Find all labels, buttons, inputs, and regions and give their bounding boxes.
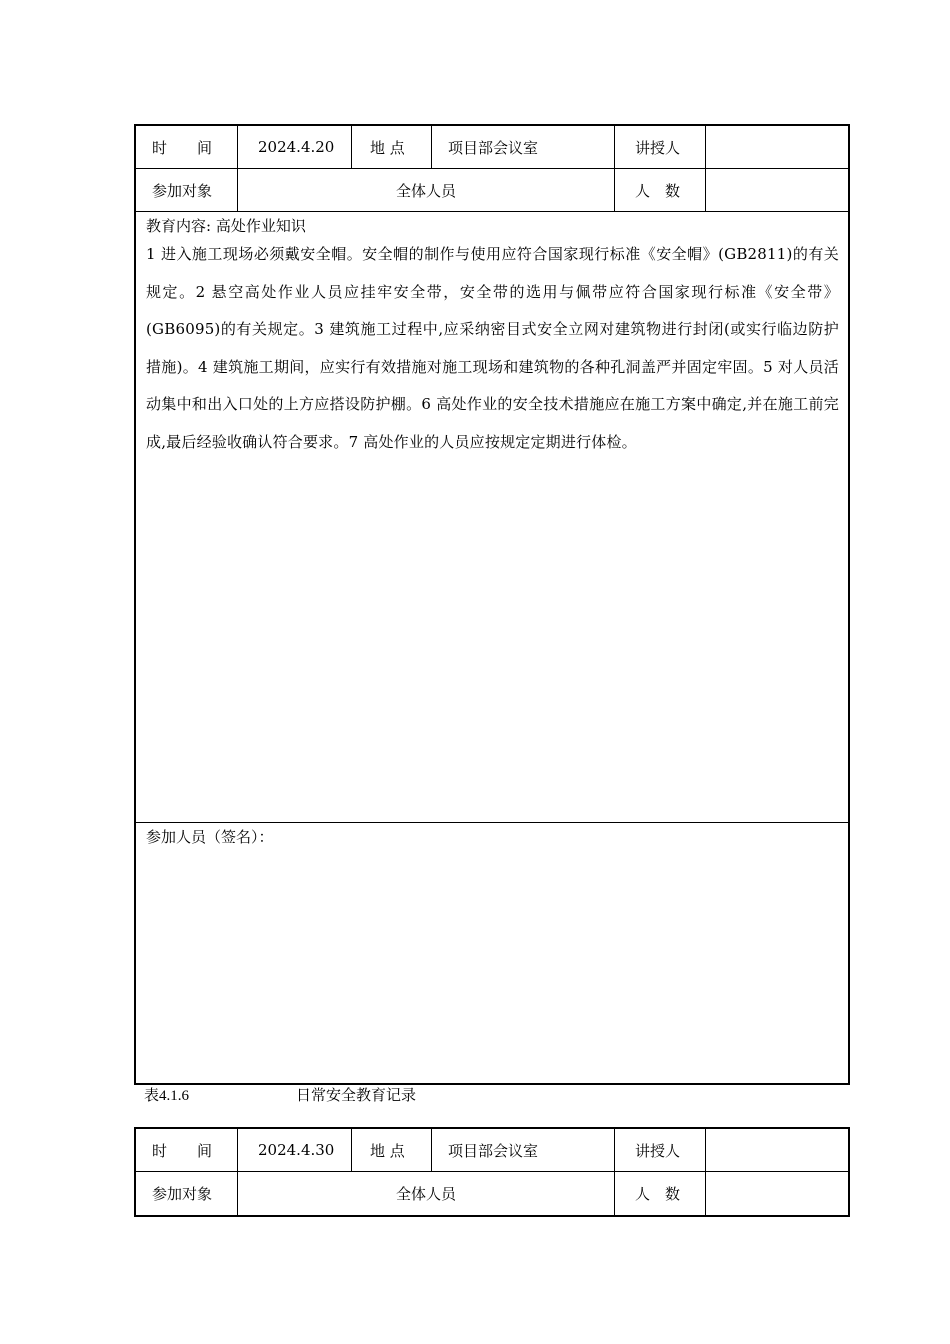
lecturer-value (706, 126, 848, 168)
count-label: 人 数 (615, 1172, 706, 1215)
header-row-1 (136, 126, 848, 169)
place-value: 项目部会议室 (432, 1129, 615, 1171)
signature-label: 参加人员（签名）： (146, 828, 274, 846)
time-value: 2024.4.30 (238, 1129, 352, 1171)
participants-value: 全体人员 (238, 1172, 615, 1215)
table-caption (144, 1084, 416, 1105)
count-label: 人 数 (615, 169, 706, 211)
signature-area (136, 823, 848, 1083)
header-row-2 (136, 1172, 848, 1215)
lecturer-label: 讲授人 (615, 1129, 706, 1171)
place-label: 地 点 (352, 1129, 432, 1171)
header-row-2 (136, 169, 848, 212)
education-record-1 (134, 124, 850, 1085)
participants-label: 参加对象 (136, 1172, 238, 1215)
time-label: 时 间 (136, 1129, 238, 1171)
place-label: 地 点 (352, 126, 432, 168)
content-title: 教育内容: 高处作业知识 (146, 217, 306, 235)
lecturer-label: 讲授人 (615, 126, 706, 168)
caption-code: 表4.1.6 (144, 1088, 190, 1104)
count-value (706, 1172, 848, 1215)
education-content (136, 212, 848, 823)
time-label: 时 间 (136, 126, 238, 168)
header-row-1 (136, 1129, 848, 1172)
caption-title: 日常安全教育记录 (296, 1088, 417, 1104)
participants-label: 参加对象 (136, 169, 238, 211)
place-value: 项目部会议室 (432, 126, 615, 168)
participants-value: 全体人员 (238, 169, 615, 211)
lecturer-value (706, 1129, 848, 1171)
time-value: 2024.4.20 (238, 126, 352, 168)
content-body: 1 进入施工现场必须戴安全帽。安全帽的制作与使用应符合国家现行标准《安全帽》(GB2811)的有关规定。2 悬空高处作业人员应挂牢安全带，安全带的选用与佩带应符合国家现行标准《安全带》(GB6095)的有关规定。3 建筑施工过程中,应采纳密目式安全立网对建筑物进行封闭(或实行临边防护措施)。4 建筑施工期间，应实行有效措施对施工现场和建筑物的各种孔洞盖严并固定牢固。5 对人员活动集中和出入口处的上方应搭设防护棚。6 高处作业的安全技术措施应在施工方案中确定,并在施工前完成,最后经验收确认符合要求。7 高处作业的人员应按规定定期进行体检。 (146, 245, 839, 451)
education-record-2 (134, 1127, 850, 1217)
count-value (706, 169, 848, 211)
